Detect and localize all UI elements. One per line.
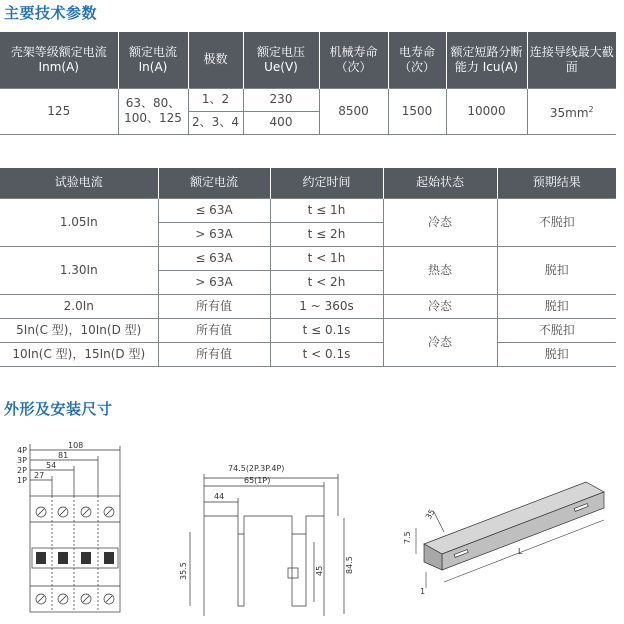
dim-7-5: 7.5 xyxy=(403,531,412,544)
cell-initial-state: 冷态 xyxy=(383,294,497,318)
cell-expected-result: 不脱扣 xyxy=(497,198,616,246)
cell-rated-current: 所有值 xyxy=(158,342,270,366)
header-initial-state: 起始状态 xyxy=(383,168,497,198)
cell-expected-result: 脱扣 xyxy=(497,342,616,366)
header-conductor-section: 连接导线最大截面 xyxy=(527,32,616,88)
trip-characteristics-table xyxy=(0,168,616,367)
cell-time: t ≤ 2h xyxy=(270,222,383,246)
dim-width-27: 27 xyxy=(34,471,45,480)
cell-rated-current: 所有值 xyxy=(158,318,270,342)
dim-width-108: 108 xyxy=(68,441,84,450)
conductor-value: 35mm xyxy=(549,105,589,120)
cell-rated-current: 所有值 xyxy=(158,294,270,318)
dim-35-5: 35.5 xyxy=(179,562,188,580)
conductor-superscript: 2 xyxy=(588,104,594,114)
cell-test-current: 2.0In xyxy=(0,294,158,318)
dim-74-5: 74.5(2P.3P.4P) xyxy=(228,464,285,473)
tech-params-table xyxy=(0,32,616,135)
pole-label-1p: 1P xyxy=(17,476,27,485)
cell-breaking-capacity: 10000 xyxy=(446,88,527,134)
cell-expected-result: 不脱扣 xyxy=(497,318,616,342)
cell-initial-state: 冷态 xyxy=(383,318,497,366)
header-poles: 极数 xyxy=(188,32,243,88)
table-header-row xyxy=(0,168,616,198)
dim-1: 1 xyxy=(420,587,426,596)
pole-label-3p: 3P xyxy=(17,456,27,465)
header-frame-current: 壳架等级额定电流 Inm(A) xyxy=(0,32,118,88)
header-expected-result: 预期结果 xyxy=(497,168,616,198)
dim-84-5: 84.5 xyxy=(345,556,354,574)
dim-35: 35 xyxy=(423,507,437,521)
rated-current-line1: 63、80、 xyxy=(125,96,181,110)
cell-electrical-life: 1500 xyxy=(388,88,446,134)
table-row xyxy=(0,246,616,270)
cell-poles-2: 2、3、4 xyxy=(188,111,243,134)
dim-length-l: L xyxy=(518,547,523,556)
cell-time: t ≤ 0.1s xyxy=(270,318,383,342)
table-row xyxy=(0,342,616,366)
cell-time: t < 0.1s xyxy=(270,342,383,366)
cell-voltage-2: 400 xyxy=(243,111,319,134)
header-breaking-capacity: 额定短路分断能力 Icu(A) xyxy=(446,32,527,88)
header-conventional-time: 约定时间 xyxy=(270,168,383,198)
din-rail-drawing xyxy=(390,470,620,600)
dim-65: 65(1P) xyxy=(244,476,271,485)
dim-width-54: 54 xyxy=(46,461,57,470)
cell-test-current: 1.30In xyxy=(0,246,158,294)
cell-expected-result: 脱扣 xyxy=(497,294,616,318)
cell-time: 1 ~ 360s xyxy=(270,294,383,318)
dim-width-81: 81 xyxy=(58,451,69,460)
cell-rated-current: > 63A xyxy=(158,270,270,294)
cell-voltage-1: 230 xyxy=(243,88,319,111)
table-row xyxy=(0,88,616,111)
cell-rated-current: ≤ 63A xyxy=(158,246,270,270)
cell-time: t ≤ 1h xyxy=(270,198,383,222)
rated-current-line2: 100、125 xyxy=(124,111,182,125)
dim-44: 44 xyxy=(214,492,225,501)
cell-mechanical-life: 8500 xyxy=(319,88,388,134)
cell-test-current: 5In(C 型)，10In(D 型) xyxy=(0,318,158,342)
header-rated-current: 额定电流 xyxy=(158,168,270,198)
header-rated-current: 额定电流 In(A) xyxy=(118,32,188,88)
cell-test-current: 1.05In xyxy=(0,198,158,246)
header-rated-voltage: 额定电压 Ue(V) xyxy=(243,32,319,88)
header-electrical-life: 电寿命（次） xyxy=(388,32,446,88)
cell-time: t < 2h xyxy=(270,270,383,294)
pole-label-2p: 2P xyxy=(17,466,27,475)
header-test-current: 试验电流 xyxy=(0,168,158,198)
cell-rated-current: > 63A xyxy=(158,222,270,246)
cell-poles-1: 1、2 xyxy=(188,88,243,111)
front-view-drawing xyxy=(8,436,128,616)
cell-initial-state: 热态 xyxy=(383,246,497,294)
cell-rated-current: ≤ 63A xyxy=(158,198,270,222)
section-title-dimensions: 外形及安装尺寸 xyxy=(4,400,113,418)
cell-expected-result: 脱扣 xyxy=(497,246,616,294)
table-row xyxy=(0,318,616,342)
dim-45: 45 xyxy=(315,565,324,576)
cell-test-current: 10In(C 型)，15In(D 型) xyxy=(0,342,158,366)
cell-conductor-section xyxy=(527,88,616,134)
table-header-row xyxy=(0,32,616,88)
section-title-tech-params: 主要技术参数 xyxy=(4,4,98,22)
header-mechanical-life: 机械寿命（次） xyxy=(319,32,388,88)
pole-label-4p: 4P xyxy=(17,446,27,455)
cell-rated-current xyxy=(118,88,188,134)
cell-initial-state: 冷态 xyxy=(383,198,497,246)
side-view-drawing xyxy=(176,456,356,616)
table-row xyxy=(0,294,616,318)
cell-frame-current: 125 xyxy=(0,88,118,134)
cell-time: t < 1h xyxy=(270,246,383,270)
table-row xyxy=(0,198,616,222)
